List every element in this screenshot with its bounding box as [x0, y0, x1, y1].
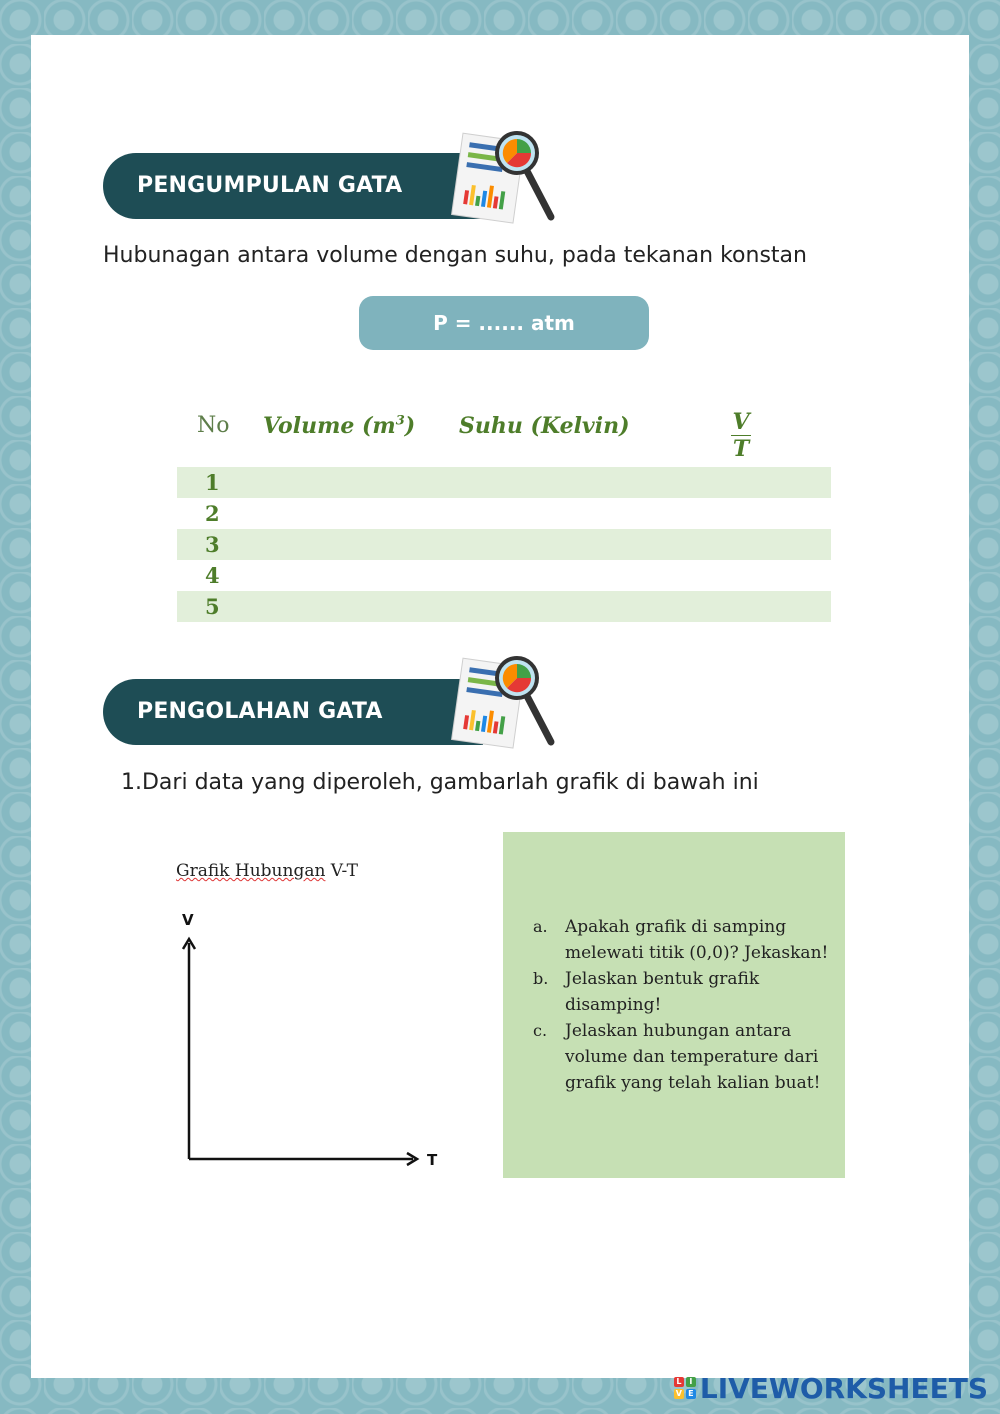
question-box [503, 832, 845, 1178]
liveworksheets-logo[interactable] [674, 1370, 988, 1406]
question-item: a. Apakah grafik di samping melewati titik (0,0)? Jekaskan! [533, 917, 829, 963]
table-row[interactable]: 2 [205, 501, 220, 526]
table-row[interactable]: 3 [177, 529, 831, 560]
header-ratio: V T [732, 409, 750, 462]
logo-text: LIVEWORKSHEETS [699, 1371, 988, 1405]
graph-axes[interactable] [181, 935, 421, 1167]
table-row[interactable]: 5 [177, 591, 831, 622]
header-no: No [197, 413, 230, 438]
section-title: PENGOLAHAN GATA [137, 699, 383, 724]
data-table [177, 407, 831, 622]
section-header-pengumpulan [103, 153, 483, 219]
header-volume: Volume $(m^3)$ [263, 413, 416, 439]
section-header-pengolahan [103, 679, 483, 745]
table-header-row [177, 407, 831, 467]
table-row[interactable]: 4 [205, 563, 220, 588]
pressure-field[interactable]: P = ...... atm [359, 296, 649, 350]
header-suhu: Suhu (Kelvin) [459, 413, 630, 439]
report-magnifier-icon [447, 656, 559, 752]
question-item: b. Jelaskan bentuk grafik disamping! [533, 969, 760, 1015]
logo-mark-icon: L I V E [674, 1377, 696, 1399]
question-item: c. Jelaskan hubungan antara volume dan temperature dari grafik yang telah kalian buat! [533, 1021, 821, 1093]
question-list [533, 914, 833, 1096]
instruction-text: 1.Dari data yang diperoleh, gambarlah grafik di bawah ini [121, 770, 759, 795]
report-magnifier-icon [447, 131, 559, 227]
worksheet-page [31, 35, 969, 1378]
graph-title: Grafik Hubungan V-T [176, 861, 359, 881]
y-axis-label: V [182, 911, 194, 929]
table-row[interactable]: 1 [177, 467, 831, 498]
section-title: PENGUMPULAN GATA [137, 173, 403, 198]
x-axis-label: T [427, 1151, 438, 1169]
intro-text: Hubunagan antara volume dengan suhu, pada tekanan konstan [103, 243, 807, 268]
